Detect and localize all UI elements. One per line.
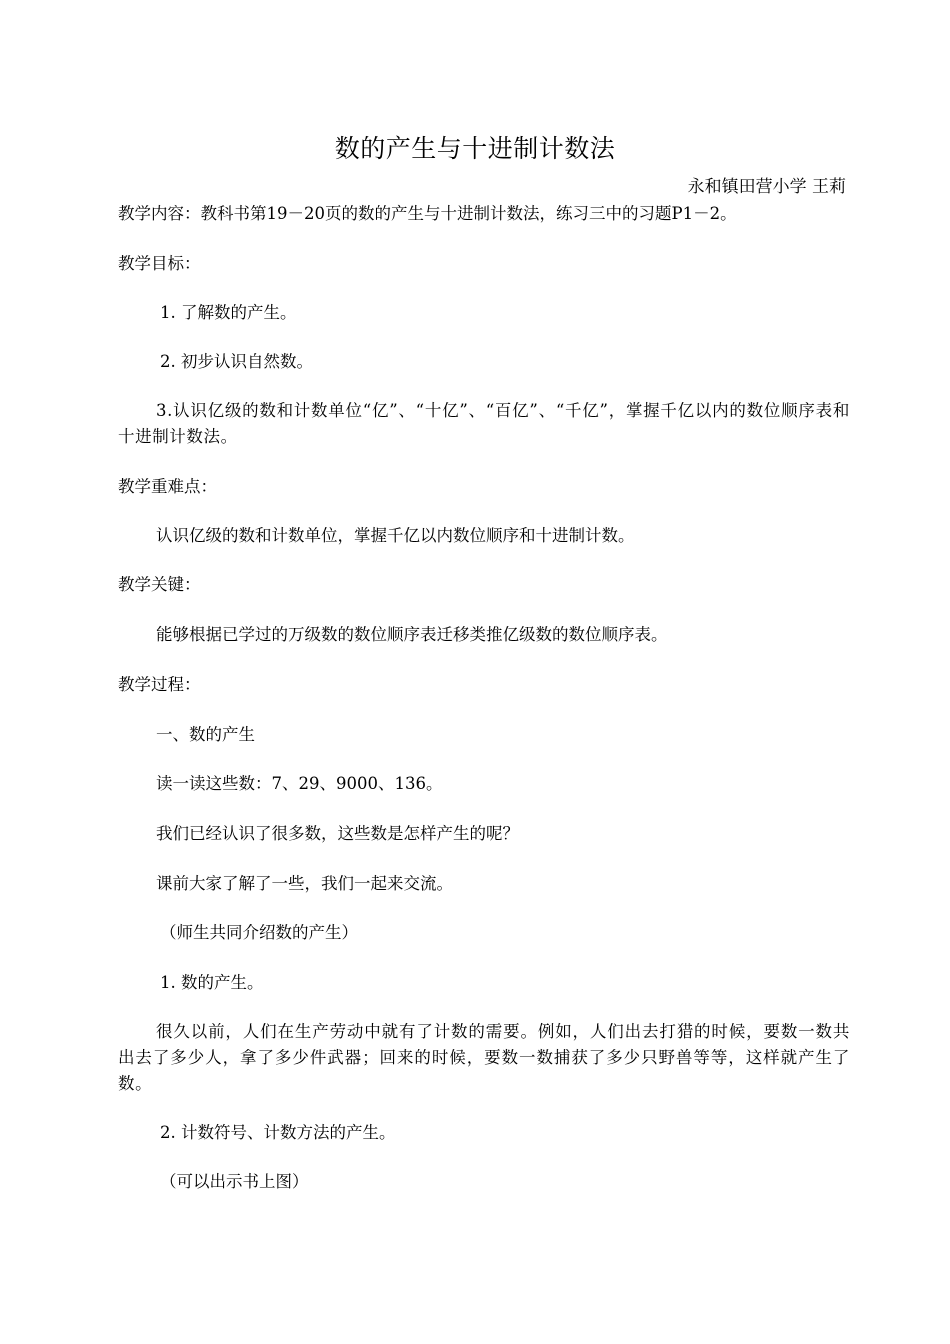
key-points-heading: 教学重难点： xyxy=(118,477,217,496)
goals-heading: 教学目标： xyxy=(118,254,201,273)
goal-2: 2. 初步认识自然数。 xyxy=(160,352,313,371)
section-1-heading: 一、数的产生 xyxy=(156,725,255,744)
book-note: （可以出示书上图） xyxy=(160,1172,309,1191)
question-line: 我们已经认识了很多数，这些数是怎样产生的呢？ xyxy=(156,824,519,843)
teaching-content: 教学内容：教科书第19－20页的数的产生与十进制计数法，练习三中的习题P1－2。 xyxy=(118,204,737,223)
item-2-heading: 2. 计数符号、计数方法的产生。 xyxy=(160,1123,396,1142)
item-1-paragraph: 很久以前，人们在生产劳动中就有了计数的需要。例如，人们出去打猎的时候，要数一数共出去了多少人，拿了多少件武器；回来的时候，要数一数捕获了多少只野兽等等，这样就产生了数。 xyxy=(118,1022,850,1093)
crux-heading: 教学关键： xyxy=(118,575,201,594)
read-numbers: 读一读这些数：7、29、9000、136。 xyxy=(156,774,443,793)
item-1-heading: 1. 数的产生。 xyxy=(160,973,264,992)
page-title: 数的产生与十进制计数法 xyxy=(334,134,616,163)
goal-3: 3.认识亿级的数和计数单位“亿”、“十亿”、“百亿”、“千亿”，掌握千亿以内的数位顺序表和十进制计数法。 xyxy=(118,401,850,446)
key-points-text: 认识亿级的数和计数单位，掌握千亿以内数位顺序和十进制计数。 xyxy=(156,526,635,545)
goal-1: 1. 了解数的产生。 xyxy=(160,303,297,322)
intro-note: （师生共同介绍数的产生） xyxy=(160,923,358,942)
crux-text: 能够根据已学过的万级数的数位顺序表迁移类推亿级数的数位顺序表。 xyxy=(156,625,668,644)
process-heading: 教学过程： xyxy=(118,675,201,694)
author-line: 永和镇田营小学 王莉 xyxy=(687,177,846,197)
discuss-line: 课前大家了解了一些，我们一起来交流。 xyxy=(156,874,453,893)
